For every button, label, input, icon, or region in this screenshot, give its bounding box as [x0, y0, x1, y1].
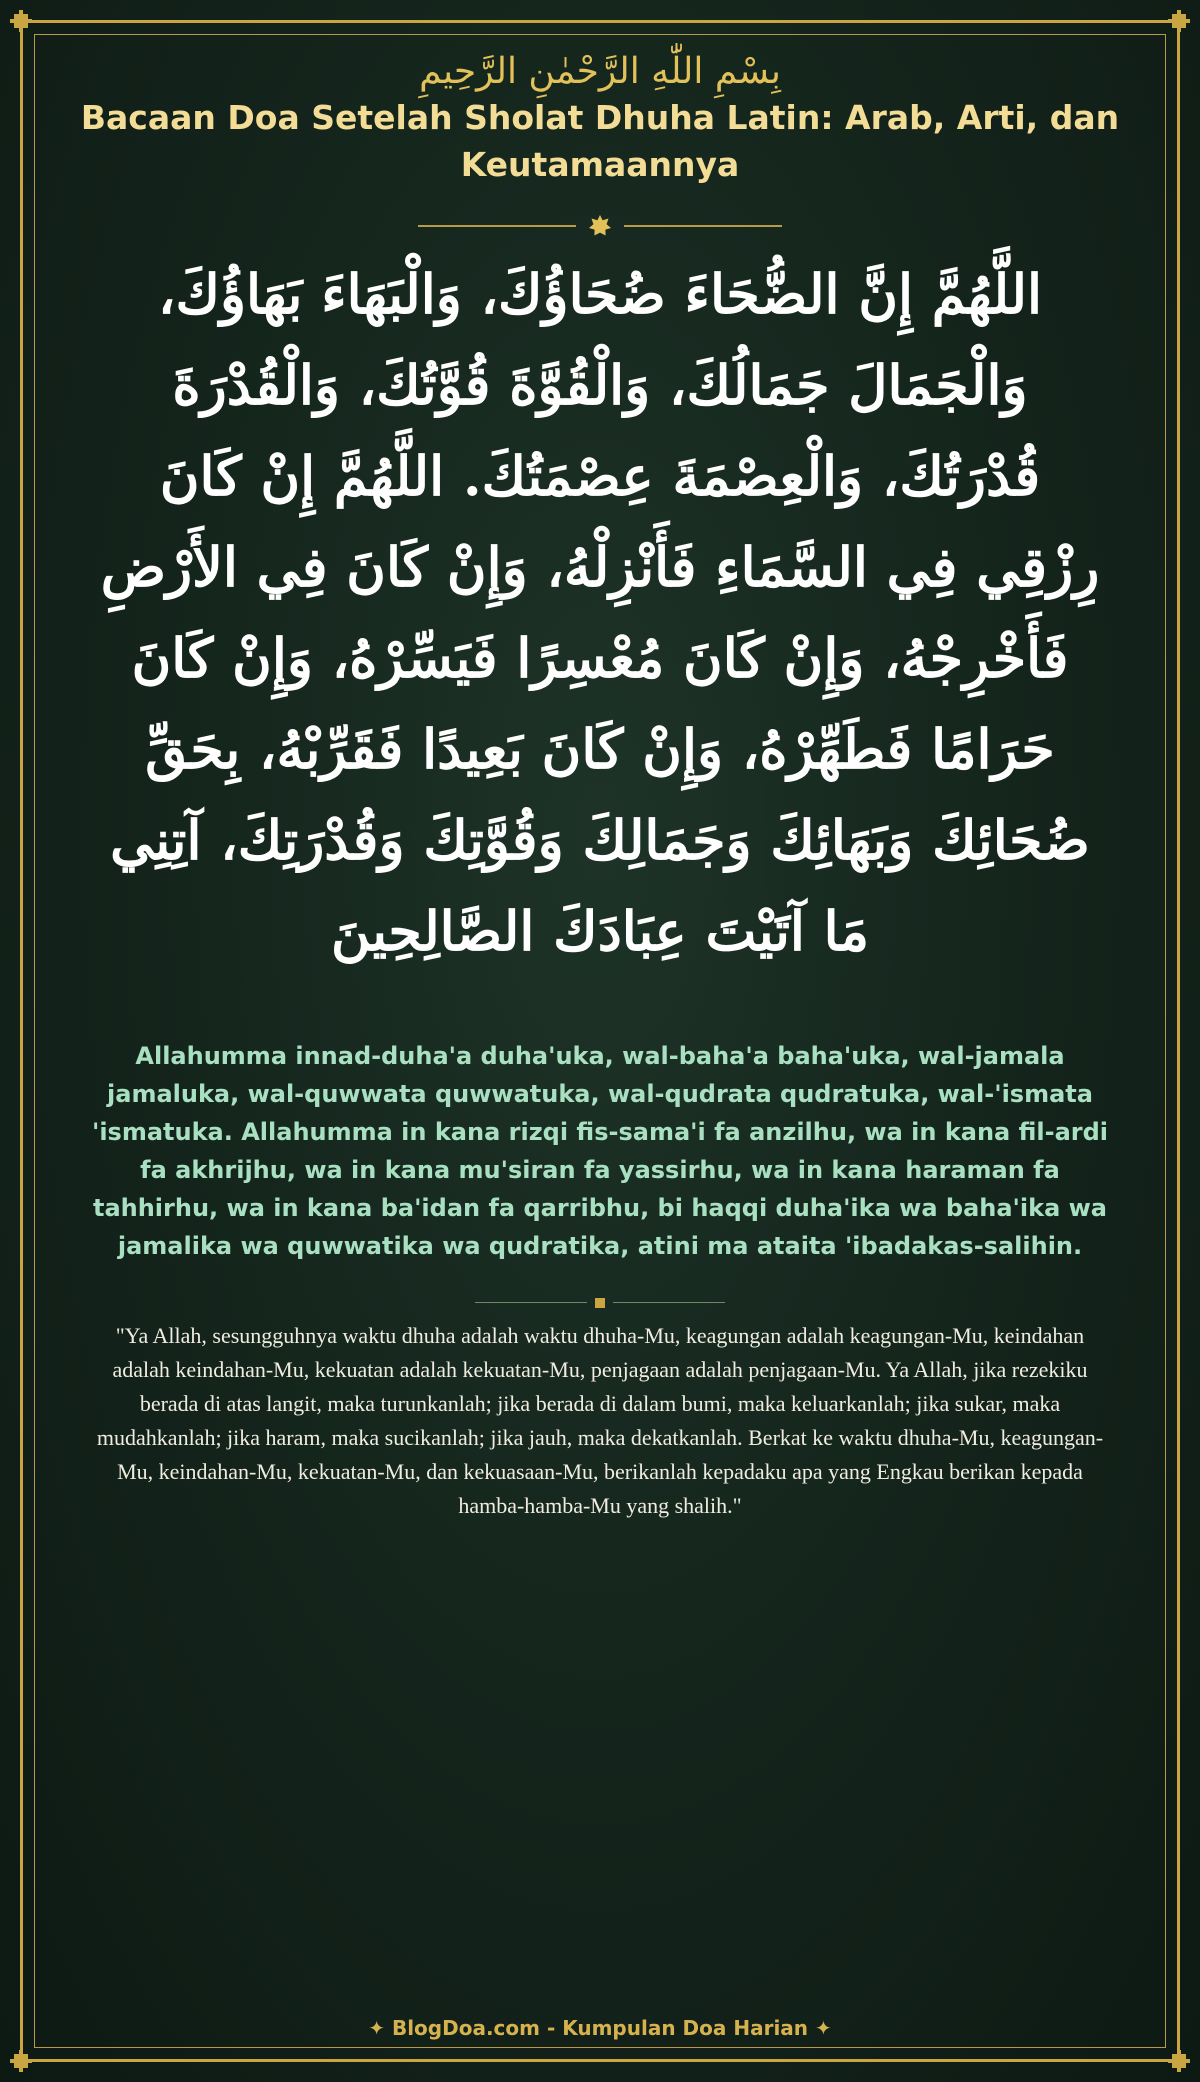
indonesian-translation: "Ya Allah, sesungguhnya waktu dhuha adalah waktu dhuha-Mu, keagungan adalah keagungan-Mu, keindahan adalah keindahan-Mu, kekuatan adalah kekuatan-Mu, penjagaan adalah penjagaan-Mu. Ya Allah, jika rezekiku berada di atas langit, maka turunkanlah; jika berada di dalam bumi, maka keluarkanlah; jika sukar, maka mudahkanlah; jika haram, maka sucikanlah; jika jauh, maka dekatkanlah. Berkat ke waktu dhuha-Mu, keagungan-Mu, keindahan-Mu, kekuatan-Mu, dan kekuasaan-Mu, berikanlah kepadaku apa yang Engkau berikan kepada hamba-hamba-Mu yang shalih." — [96, 1322, 1104, 1518]
middle-divider — [60, 1295, 1140, 1311]
corner-ornament-icon — [1168, 10, 1190, 32]
diamond-ornament-icon — [587, 1296, 613, 1310]
divider-line — [624, 225, 782, 227]
divider-line — [475, 1302, 587, 1303]
corner-ornament-icon — [1168, 2050, 1190, 2072]
basmala-heading: بِسْمِ اللّٰهِ الرَّحْمٰنِ الرَّحِيمِ — [419, 51, 781, 92]
star-ornament-icon — [576, 214, 624, 238]
page-title: Bacaan Doa Setelah Sholat Dhuha Latin: Arab, Arti, dan Keutamaannya — [80, 98, 1120, 185]
latin-transliteration: Allahumma innad-duha'a duha'uka, wal-baha'a baha'uka, wal-jamala jamaluka, wal-quwwata quwwatuka, wal-qudrata qudratuka, wal-'ismata 'ismatuka. Allahumma in kana rizqi fis-sama'i fa anzilhu, wa in kana fil-ardi fa akhrijhu, wa in kana mu'siran fa yassirhu, wa in kana haraman fa tahhirhu, wa in kana ba'idan fa qarribhu, bi haqqi duha'ika wa baha'ika wa jamalika wa quwwatika wa qudratika, atini ma ataita 'ibadakas-salihin. — [91, 1041, 1109, 1260]
corner-ornament-icon — [10, 10, 32, 32]
top-divider — [60, 211, 1140, 241]
doa-card — [60, 40, 1140, 1523]
corner-ornament-icon — [10, 2050, 32, 2072]
divider-line — [418, 225, 576, 227]
arabic-doa-text: اللَّهُمَّ إِنَّ الضُّحَاءَ ضُحَاؤُكَ، وَالْبَهَاءَ بَهَاؤُكَ، وَالْجَمَالَ جَمَالُكَ، وَالْقُوَّةَ قُوَّتُكَ، وَالْقُدْرَةَ قُدْرَتُكَ، وَالْعِصْمَةَ عِصْمَتُكَ. اللَّهُمَّ إِنْ كَانَ رِزْقِي فِي السَّمَاءِ فَأَنْزِلْهُ، وَإِنْ كَانَ فِي الأَرْضِ فَأَخْرِجْهُ، وَإِنْ كَانَ مُعْسِرًا فَيَسِّرْهُ، وَإِنْ كَانَ حَرَامًا فَطَهِّرْهُ، وَإِنْ كَانَ بَعِيدًا فَقَرِّبْهُ، بِحَقِّ ضُحَائِكَ وَبَهَائِكَ وَجَمَالِكَ وَقُوَّتِكَ وَقُدْرَتِكَ، آتِنِي مَا آتَيْتَ عِبَادَكَ الصَّالِحِينَ — [100, 261, 1100, 963]
footer-credit: ✦ BlogDoa.com - Kumpulan Doa Harian ✦ — [368, 2016, 832, 2040]
divider-line — [613, 1302, 725, 1303]
